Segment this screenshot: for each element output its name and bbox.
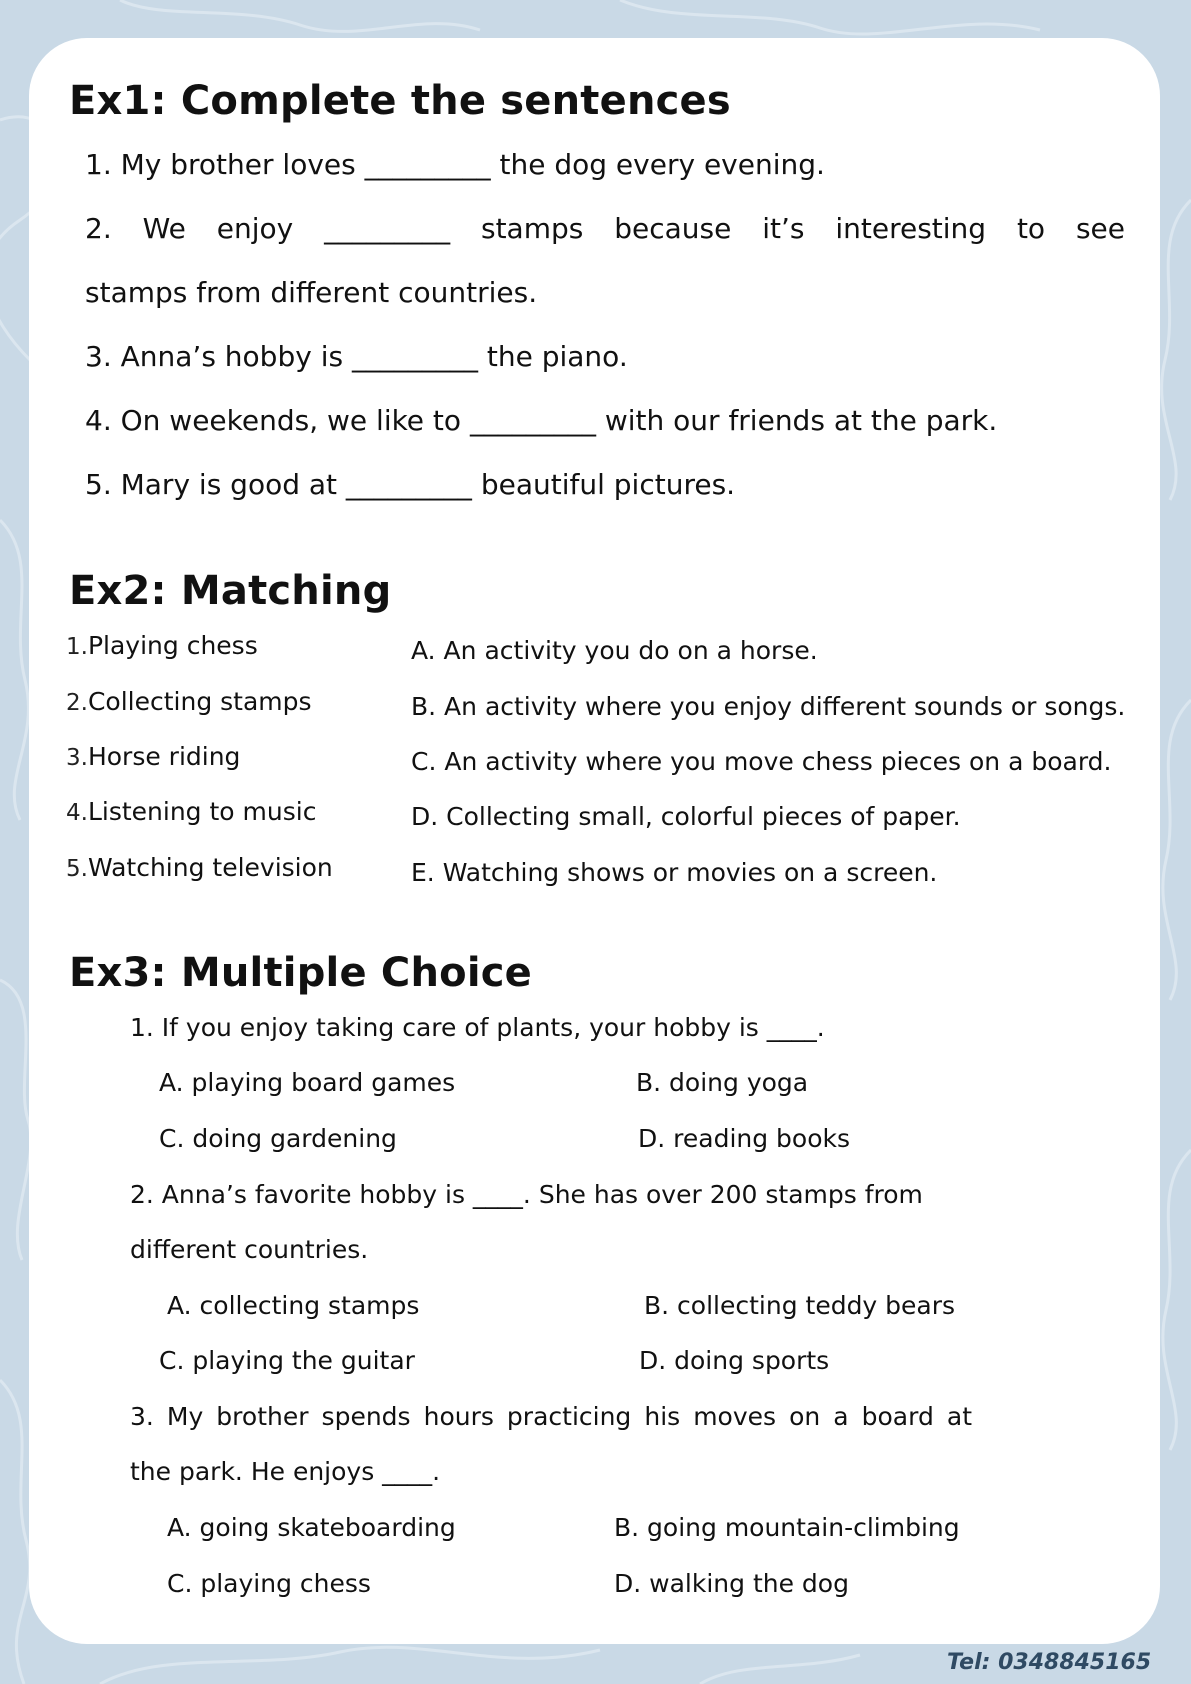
- mc-q1-option-d: D. reading books: [638, 1124, 851, 1153]
- match-left-text: Horse riding: [87, 742, 241, 771]
- mc-question-3-line-2: the park. He enjoys ____.: [130, 1457, 441, 1486]
- match-right-item: B. An activity where you enjoy different sounds or songs.: [411, 692, 1126, 721]
- ex1-question-3: 3. Anna’s hobby is _________ the piano.: [85, 340, 628, 373]
- mc-question-2-line-2: different countries.: [130, 1235, 369, 1264]
- match-right-item: E. Watching shows or movies on a screen.: [411, 858, 938, 887]
- match-left-number: 3.: [66, 745, 88, 771]
- ex3-title: Ex3: Multiple Choice: [69, 950, 532, 996]
- ex1-question-2-line-2: stamps from different countries.: [85, 276, 538, 309]
- mc-question-1: 1. If you enjoy taking care of plants, your hobby is ____.: [130, 1013, 825, 1042]
- match-left-number: 1.: [66, 634, 88, 660]
- match-left-text: Listening to music: [87, 797, 317, 826]
- mc-q2-option-b: B. collecting teddy bears: [644, 1291, 956, 1320]
- mc-q3-option-a: A. going skateboarding: [167, 1513, 456, 1542]
- match-right-item: D. Collecting small, colorful pieces of paper.: [411, 802, 961, 831]
- ex2-title: Ex2: Matching: [69, 568, 392, 614]
- mc-q1-option-c: C. doing gardening: [159, 1124, 397, 1153]
- mc-q2-option-a: A. collecting stamps: [167, 1291, 420, 1320]
- match-right-item: A. An activity you do on a horse.: [411, 636, 818, 665]
- match-left-item: [66, 797, 316, 826]
- mc-question-3-line-1: 3. My brother spends hours practicing his moves on a board at: [130, 1402, 972, 1431]
- ex1-question-1: 1. My brother loves _________ the dog every evening.: [85, 148, 825, 181]
- mc-q1-option-a: A. playing board games: [159, 1068, 456, 1097]
- match-left-text: Collecting stamps: [87, 687, 312, 716]
- match-left-item: [66, 742, 240, 771]
- ex1-question-2-line-1: 2. We enjoy _________ stamps because it’s interesting to see: [85, 212, 1125, 245]
- match-left-number: 4.: [66, 800, 88, 826]
- match-left-item: [66, 631, 258, 660]
- mc-q3-option-b: B. going mountain-climbing: [614, 1513, 960, 1542]
- mc-q3-option-d: D. walking the dog: [614, 1569, 849, 1598]
- match-left-text: Watching television: [87, 853, 333, 882]
- match-left-text: Playing chess: [87, 631, 258, 660]
- mc-q3-option-c: C. playing chess: [167, 1569, 371, 1598]
- match-left-number: 5.: [66, 856, 88, 882]
- match-left-number: 2.: [66, 690, 88, 716]
- match-left-item: [66, 687, 312, 716]
- mc-q2-option-d: D. doing sports: [639, 1346, 830, 1375]
- ex1-question-4: 4. On weekends, we like to _________ with our friends at the park.: [85, 404, 998, 437]
- ex1-title: Ex1: Complete the sentences: [69, 78, 731, 124]
- mc-q2-option-c: C. playing the guitar: [159, 1346, 415, 1375]
- match-left-item: [66, 853, 333, 882]
- mc-question-2-line-1: 2. Anna’s favorite hobby is ____. She has over 200 stamps from: [130, 1180, 923, 1209]
- ex1-question-5: 5. Mary is good at _________ beautiful pictures.: [85, 468, 736, 501]
- footer-telephone: Tel: 0348845165: [947, 1650, 1152, 1675]
- mc-q1-option-b: B. doing yoga: [636, 1068, 809, 1097]
- match-right-item: C. An activity where you move chess pieces on a board.: [411, 747, 1112, 776]
